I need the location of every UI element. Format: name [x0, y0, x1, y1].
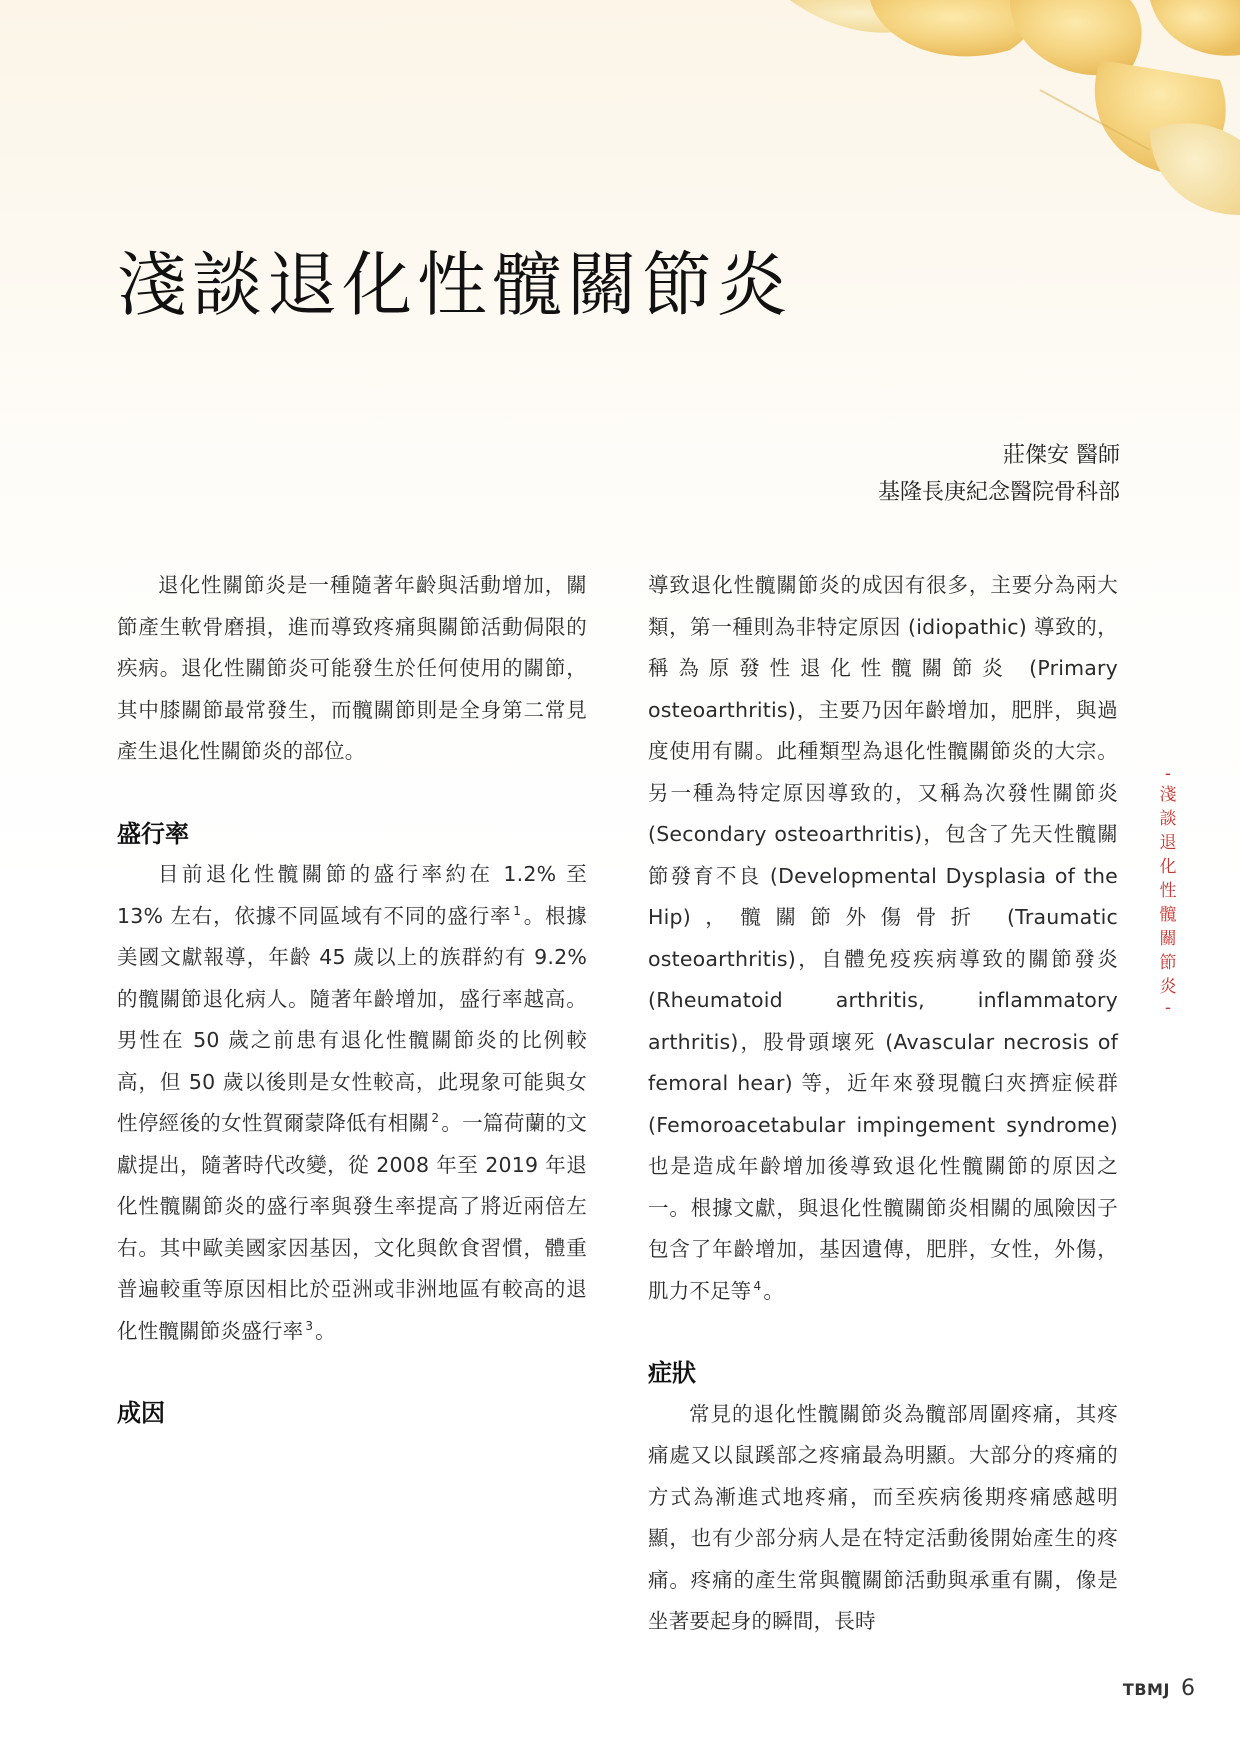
- side-running-title: [1155, 765, 1181, 1017]
- prevalence-text-3: 。一篇荷蘭的文獻提出，隨著時代改變，從 2008 年至 2019 年退化性髖關節炎的盛行率與發生率提高了將近兩倍左右。其中歐美國家因基因，文化與飲食習慣，體重普遍較重等原因相比於亞洲或非洲地區有較高的退化性髖關節炎盛行率: [117, 1111, 587, 1343]
- column-left: [117, 565, 587, 1434]
- side-tab-char: 關: [1159, 929, 1177, 949]
- side-tab-char: 淺: [1159, 785, 1177, 805]
- symptoms-paragraph: 常見的退化性髖關節炎為髖部周圍疼痛，其疼痛處又以鼠蹊部之疼痛最為明顯。大部分的疼痛的方式為漸進式地疼痛，而至疾病後期疼痛感越明顯，也有少部分病人是在特定活動後開始產生的疼痛。疼痛的產生常與髖關節活動與承重有關，像是坐著要起身的瞬間，長時: [648, 1401, 1118, 1633]
- author-department: 基隆長庚紀念醫院骨科部: [877, 480, 1120, 505]
- causes-text-1-continued: 導致退化性髖關節炎的成因有很多，主要分為兩大類，第一種則為非特定原因 (idiopathic) 導致的，稱為原發性退化性髖關節炎 (Primary osteoarthritis)，主要乃因年齡增加，肥胖，與過度使用有關。此種類型為退化性髖關節炎的大宗。另一種為特定原因導致的，又稱為次發性關節炎 (Secondary osteoarthritis)，包含了先天性髖關節發育不良 (Developmental Dysplasia of the Hip)，髖關節外傷骨折 (Traumatic osteoarthritis)，自體免疫疾病導致的關節發炎 (Rheumatoid arthritis, inflammatory arthritis)，股骨頭壞死 (Avascular necrosis of femoral hear) 等，近年來發現髖臼夾擠症候群 (Femoroacetabular impingement syndrome) 也是造成年齡增加後導致退化性髖關節的原因之一。根據文獻，與退化性髖關節炎相關的風險因子包含了年齡增加，基因遺傳，肥胖，女性，外傷，肌力不足等: [648, 573, 1118, 1303]
- page-footer: [1123, 1676, 1195, 1701]
- side-tab-dash-top: -: [1164, 764, 1172, 784]
- side-tab-char: 髖: [1159, 905, 1177, 925]
- prevalence-text-4: 。: [315, 1318, 336, 1343]
- section-heading-causes: 成因: [117, 1398, 165, 1427]
- side-tab-char: 性: [1159, 881, 1177, 901]
- section-heading-symptoms: 症狀: [648, 1358, 696, 1387]
- side-tab-char: 退: [1159, 833, 1177, 853]
- reference-3: 3: [305, 1318, 314, 1333]
- side-tab-char: 炎: [1159, 977, 1177, 997]
- prevalence-text-1: 目前退化性髖關節的盛行率約在 1.2% 至 13% 左右，依據不同區域有不同的盛行率: [117, 862, 587, 928]
- page-title: 淺談退化性髖關節炎: [117, 244, 792, 326]
- causes-paragraph-continued: [648, 565, 1118, 1312]
- ginkgo-leaves-decoration: [680, 0, 1240, 240]
- reference-4: 4: [753, 1278, 762, 1293]
- author-byline: [878, 437, 1120, 511]
- journal-name: TBMJ: [1122, 1680, 1170, 1699]
- side-tab-char: 節: [1159, 953, 1177, 973]
- page-number: 6: [1181, 1676, 1195, 1701]
- side-tab-char: 談: [1159, 809, 1177, 829]
- reference-1: 1: [513, 903, 522, 918]
- prevalence-text-2: 。根據美國文獻報導，年齡 45 歲以上的族群約有 9.2% 的髖關節退化病人。隨著年齡增加，盛行率越高。男性在 50 歲之前患有退化性髖關節炎的比例較高，但 50 歲以後則是女性較高，此現象可能與女性停經後的女性賀爾蒙降低有相關: [117, 903, 587, 1135]
- intro-paragraph: 退化性關節炎是一種隨著年齡與活動增加，關節產生軟骨磨損，進而導致疼痛與關節活動侷限的疾病。退化性關節炎可能發生於任何使用的關節，其中膝關節最常發生，而髖關節則是全身第二常見產生退化性關節炎的部位。: [117, 573, 587, 763]
- prevalence-paragraph: [117, 854, 587, 1352]
- author-name: 莊傑安 醫師: [1003, 443, 1120, 468]
- column-right: [648, 565, 1118, 1643]
- reference-2: 2: [431, 1111, 440, 1125]
- section-heading-prevalence: 盛行率: [117, 818, 189, 848]
- causes-text-2: 。: [763, 1278, 785, 1303]
- side-tab-dash-bottom: -: [1164, 998, 1172, 1018]
- side-tab-char: 化: [1159, 857, 1177, 877]
